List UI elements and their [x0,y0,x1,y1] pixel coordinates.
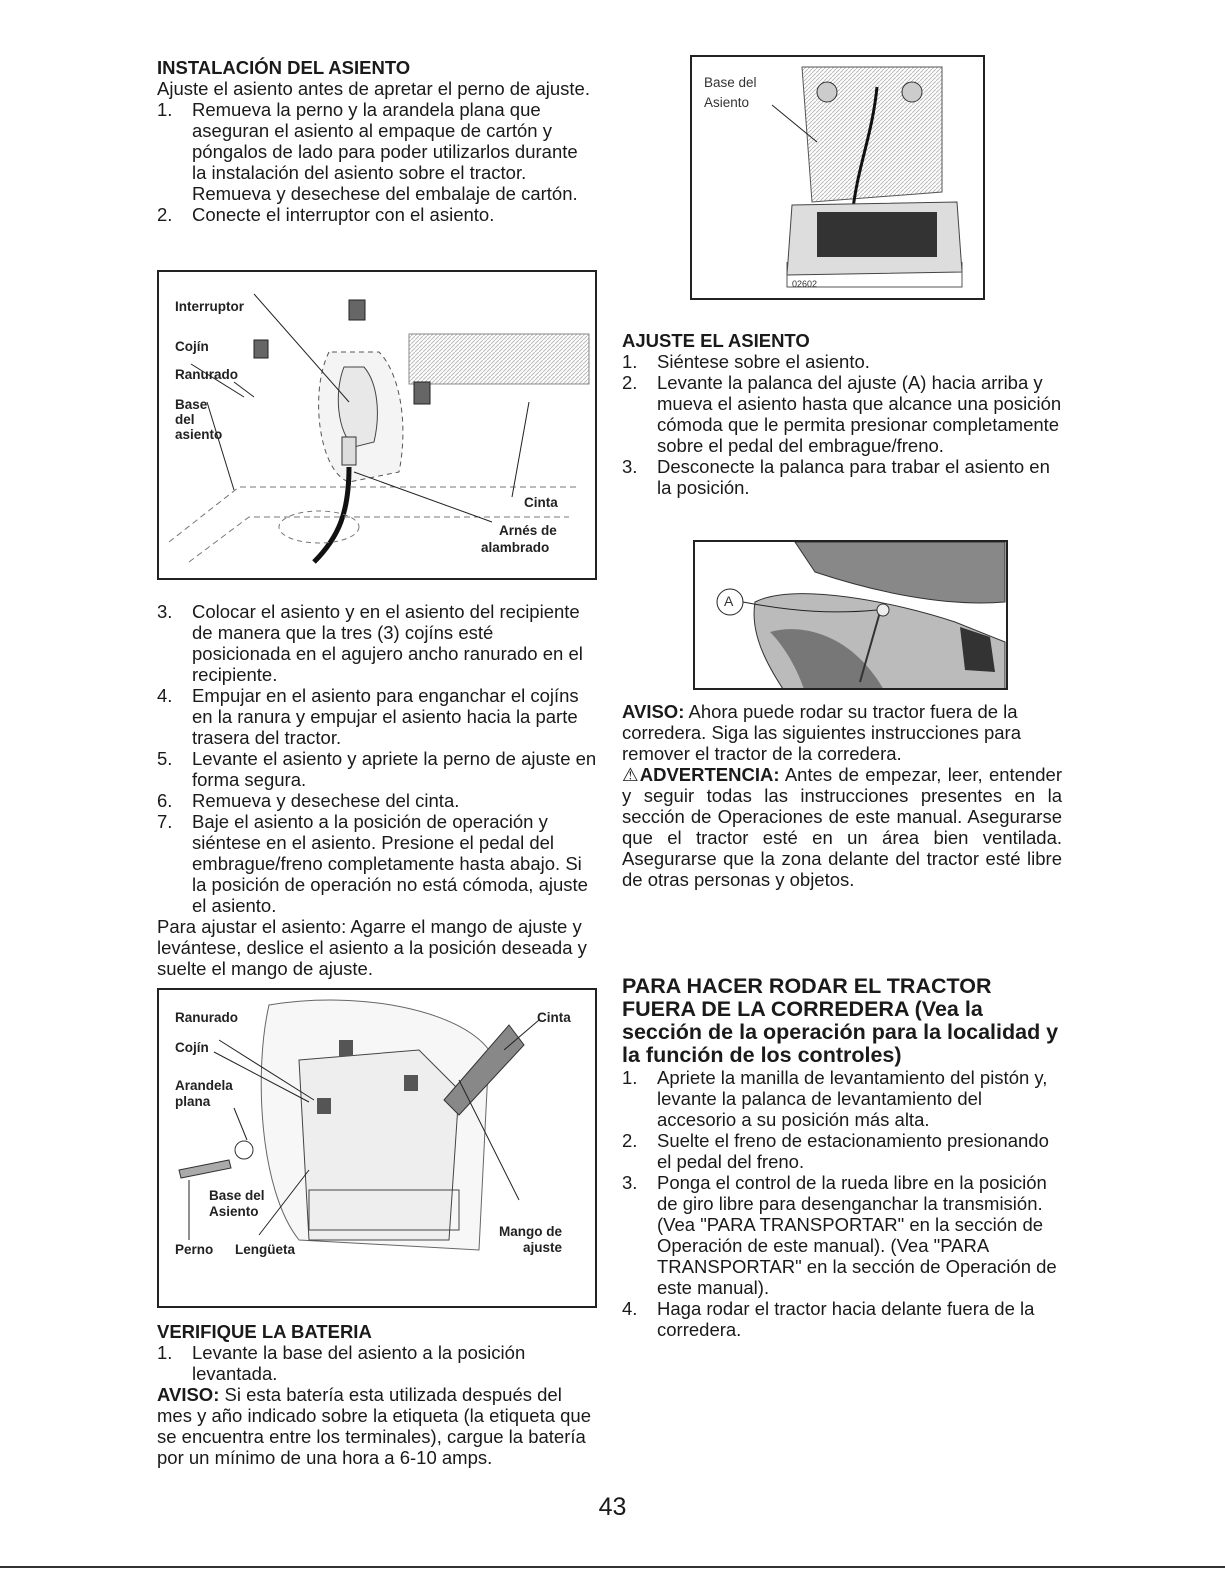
list-item [157,790,597,811]
list-item-number: 6. [157,790,173,811]
label-cojin: Cojín [175,339,209,354]
aviso-text: Ahora puede rodar su tractor fuera de la corredera. Siga las siguientes instrucciones para remover el tractor de la corredera. [622,701,1021,764]
list-item-number: 1. [157,1342,173,1363]
list-item-text: Levante la base del asiento a la posición levantada. [192,1342,526,1384]
list-item [622,1067,1062,1130]
list-item-number: 5. [157,748,173,769]
right-notices [622,701,1062,890]
adjust-title: AJUSTE EL ASIENTO [622,330,810,351]
list-item [622,351,1062,372]
label-asiento-2: Asiento [209,1204,259,1219]
warning-label: ADVERTENCIA: [639,764,780,785]
list-item-text: Ponga el control de la rueda libre en la posición de giro libre para desenganchar la transmisión. (Vea "PARA TRANSPORTAR" en la sección de Operación de este manual). (Vea "PARA TRANSPORTAR" en la sección de Operación de este manual). [657,1172,1057,1298]
label-base-del-2: Base del [209,1188,265,1203]
install-section [157,57,597,225]
label-base: Base [175,397,208,412]
list-item-number: 1. [622,351,638,372]
adjust-lever-illustration [695,542,1008,690]
battery-steps [157,1342,597,1384]
figure-adjust-lever [693,540,1008,690]
label-interruptor: Interruptor [175,299,244,314]
list-item-number: 4. [622,1298,638,1319]
list-item [157,204,597,225]
battery-aviso-label: AVISO: [157,1384,220,1405]
list-item-text: Haga rodar el tractor hacia delante fuera de la corredera. [657,1298,1035,1340]
label-cinta: Cinta [524,495,558,510]
label-cojin-2: Cojín [175,1040,209,1055]
list-item-number: 1. [622,1067,638,1088]
adjust-section [622,330,1062,498]
adjust-steps [622,351,1062,498]
list-item-number: 4. [157,685,173,706]
list-item-number: 2. [157,204,173,225]
list-item [622,1172,1062,1298]
label-lenguueta: Lengüeta [235,1242,296,1257]
battery-title: VERIFIQUE LA BATERIA [157,1321,372,1342]
battery-section [157,1321,597,1468]
label-alambrado: alambrado [481,540,550,555]
list-item [157,99,597,204]
battery-aviso-text: Si esta batería esta utilizada después del mes y año indicado sobre la etiqueta (la etiqueta que se encuentra entre los terminales), cargue la batería por un mínimo de una hora a 6-10 amps. [157,1384,592,1468]
list-item-text: Baje el asiento a la posición de operación y siéntese en el asiento. Presione el pedal del embrague/freno completamente hasta abajo. Si la posición de operación no está cómoda, ajuste el asiento. [192,811,588,916]
label-a: A [724,593,734,609]
list-item-text: Remueva la perno y la arandela plana que aseguran el asiento al empaque de cartón y póngalos de lado para poder utilizarlos durante la instalación del asiento sobre el tractor. Remueva y desechese del embalaje de cartón. [192,99,578,204]
list-item-text: Siéntese sobre el asiento. [657,351,870,372]
roll-section [622,975,1062,1340]
label-arandela: Arandela [175,1078,233,1093]
label-asiento-3: Asiento [704,95,750,110]
list-item-number: 7. [157,811,173,832]
label-ranurado: Ranurado [175,367,239,382]
list-item [157,685,597,748]
list-item-text: Suelte el freno de estacionamiento presionando el pedal del freno. [657,1130,1049,1172]
list-item [157,601,597,685]
label-asiento: asiento [175,427,223,442]
aviso-label: AVISO: [622,701,685,722]
page-number: 43 [598,1493,627,1521]
list-item [622,372,1062,456]
install-intro: Ajuste el asiento antes de apretar el perno de ajuste. [157,78,590,99]
seat-base-illustration [692,57,985,300]
roll-steps [622,1067,1062,1340]
warning-paragraph [622,764,1062,890]
install-steps-b [157,601,597,916]
label-plana: plana [175,1094,211,1109]
label-base-del-3: Base del [704,75,757,90]
label-ajuste: ajuste [523,1240,563,1255]
install-steps-a [157,99,597,225]
list-item [157,748,597,790]
list-item-text: Empujar en el asiento para enganchar el cojíns en la ranura y empujar el asiento hacia la parte trasera del tractor. [192,685,579,748]
figure-seat-pan [157,988,597,1308]
install-steps-b-wrap [157,601,597,979]
label-arnes: Arnés de [499,523,557,538]
label-code: 02602 [792,279,818,289]
list-item [157,1342,597,1384]
seat-pan-illustration [159,990,597,1308]
install-title: INSTALACIÓN DEL ASIENTO [157,57,411,78]
list-item-number: 3. [622,456,638,477]
list-item-text: Colocar el asiento y en el asiento del recipiente de manera que la tres (3) cojíns esté posicionada en el agujero ancho ranurado en el recipiente. [192,601,583,685]
figure-seat-switch [157,270,597,580]
list-item-text: Levante el asiento y apriete la perno de ajuste en forma segura. [192,748,597,790]
roll-title: PARA HACER RODAR EL TRACTOR FUERA DE LA CORREDERA (Vea la sección de la operación para la localidad y la función de los controles) [622,974,1059,1067]
warning-icon: ⚠ [622,764,640,785]
label-mango-de: Mango de [499,1224,562,1239]
list-item-text: Desconecte la palanca para trabar el asiento en la posición. [657,456,1050,498]
label-cinta-2: Cinta [537,1010,571,1025]
list-item-text: Conecte el interruptor con el asiento. [192,204,495,225]
label-perno: Perno [175,1242,214,1257]
adjust-text: Para ajustar el asiento: Agarre el mango de ajuste y levántese, deslice el asiento a la posición deseada y suelte el mango de ajuste. [157,916,587,979]
list-item [622,1298,1062,1340]
list-item-number: 3. [157,601,173,622]
battery-aviso [157,1384,597,1468]
figure-seat-base-battery [690,55,985,300]
list-item [622,456,1062,498]
label-del: del [175,412,195,427]
warning-text: Antes de empezar, leer, entender y seguir todas las instrucciones presentes en la sección de Operaciones de este manual. Asegurarse que el tractor esté en un área bien ventilada. Asegurarse que la zona delante del tractor esté libre de otras personas y objetos. [622,764,1062,890]
list-item [622,1130,1062,1172]
list-item-number: 1. [157,99,173,120]
list-item-number: 3. [622,1172,638,1193]
list-item [157,811,597,916]
aviso-paragraph [622,701,1062,764]
bottom-rule [0,1566,1225,1568]
label-ranurado-2: Ranurado [175,1010,239,1025]
list-item-text: Apriete la manilla de levantamiento del pistón y, levante la palanca de levantamiento del accesorio a su posición más alta. [657,1067,1048,1130]
list-item-text: Remueva y desechese del cinta. [192,790,460,811]
list-item-number: 2. [622,1130,638,1151]
list-item-text: Levante la palanca del ajuste (A) hacia arriba y mueva el asiento hasta que alcance una posición cómoda que le permita presionar completamente sobre el pedal del embrague/freno. [657,372,1062,456]
list-item-number: 2. [622,372,638,393]
